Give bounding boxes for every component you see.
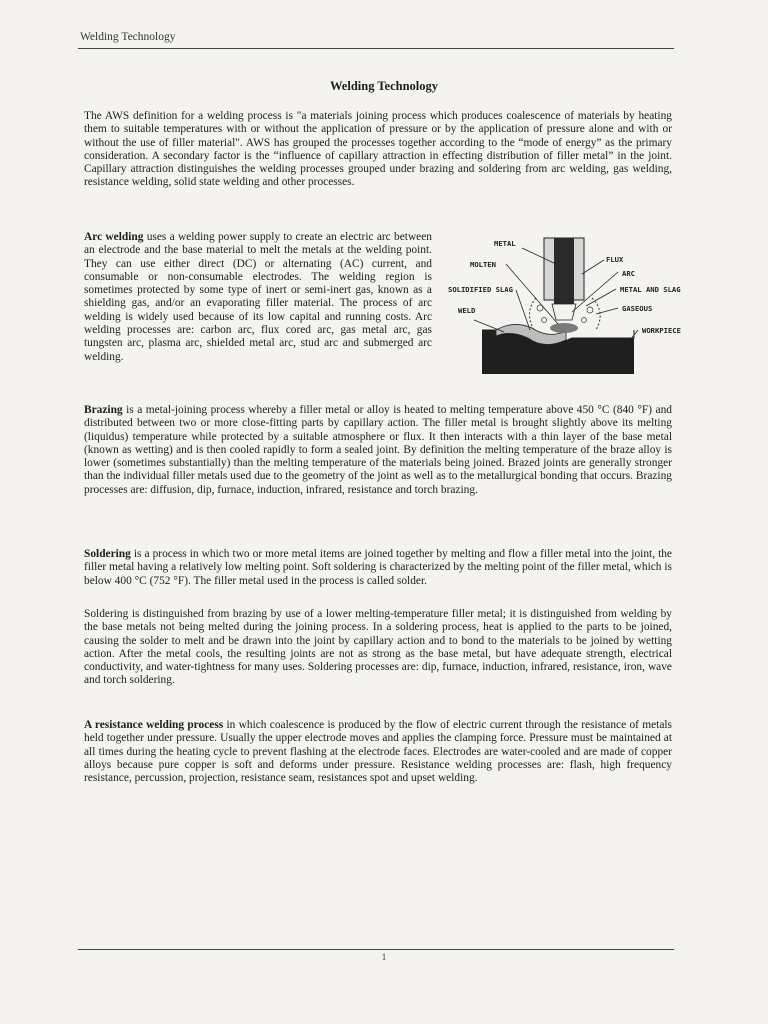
header-rule <box>78 48 674 49</box>
arc-welding-term: Arc welding <box>84 231 144 243</box>
arc-welding-paragraph <box>84 231 432 364</box>
leader-metal-and-slag <box>586 289 616 306</box>
molten-pool <box>550 323 578 333</box>
resistance-welding-text: in which coalescence is produced by the flow of electric current through the resistance of metals held together under pressure. Usually the upper electrode moves and applies the clamping force. Pressure must be maintained at all times during the heating cycle to prevent flashing at the electrode faces. Electrodes are water-cooled and are made of copper alloys because pure copper is soft and deforms under pressure. Resistance welding processes are: flash, high frequency resistance, percussion, projection, resistance seam, resistances spot and upset welding. <box>84 719 672 785</box>
document-title: Welding Technology <box>329 79 439 93</box>
arc-welding-diagram <box>444 234 689 384</box>
label-gaseous: GASEOUS <box>622 304 653 313</box>
label-molten: MOLTEN <box>470 260 496 269</box>
brazing-term: Brazing <box>84 404 123 416</box>
label-metal: METAL <box>494 239 516 248</box>
footer-rule <box>78 949 674 950</box>
leader-solidified-slag <box>516 290 530 330</box>
soldering-term: Soldering <box>84 548 131 560</box>
electrode-metal <box>554 238 574 304</box>
arc-welding-text: uses a welding power supply to create an electric arc between an electrode and the base material to melt the metals at the welding point. They can use either direct (DC) or alternating (AC) current, and consumable or non-consumable electrodes. The welding region is sometimes protected by some type of inert or semi-inert gas, known as a shielding gas, and/or an evaporating filler material. The process of arc welding is widely used because of its low capital and running costs. Arc welding processes are: carbon arc, flux cored arc, gas metal arc, gas tungsten arc, plasma arc, shielded metal arc, stud arc and submerged arc welding. <box>84 231 432 363</box>
page-number: 1 <box>381 952 387 962</box>
running-header: Welding Technology <box>80 31 176 43</box>
brazing-paragraph <box>84 404 672 497</box>
label-workpiece: WORKPIECE <box>642 326 681 335</box>
soldering-distinction-paragraph: Soldering is distinguished from brazing by use of a lower melting-temperature filler metal; it is distinguished from welding by the base metals not being melted during the joining process. In a soldering process, heat is applied to the parts to be joined, causing the solder to melt and be drawn into the joint by capillary action and to bond to the materials to be joined by wetting action. After the metal cools, the resulting joints are not as strong as the base metal, but have adequate strength, electrical conductivity, and water-tightness for many uses. Soldering processes are: dip, furnace, induction, infrared, resistance, iron, wave and torch soldering. <box>84 608 672 687</box>
label-solidified-slag: SOLIDIFIED SLAG <box>448 285 513 294</box>
gas-bubble <box>542 318 547 323</box>
soldering-paragraph <box>84 548 672 588</box>
brazing-text: is a metal-joining process whereby a filler metal or alloy is heated to melting temperature above 450 °C (840 °F) and distributed between two or more close-fitting parts by capillary action. The filler metal is brought slightly above its melting (liquidus) temperature while protected by a suitable atmosphere or flux. It then interacts with a thin layer of the base metal (known as wetting) and is then cooled rapidly to form a sealed joint. By definition the melting temperature of the braze alloy is lower (sometimes substantially) than the melting temperature of the materials being joined. Brazed joints are generally stronger than the individual filler metals used due to the geometry of the joint as well as to the metallurgical bonding that occurs. Brazing processes are: diffusion, dip, furnace, induction, infrared, resistance and torch brazing. <box>84 404 672 496</box>
soldering-text: is a process in which two or more metal items are joined together by melting and flow a filler metal into the joint, the filler metal having a relatively low melting point. Soft soldering is characterized by the melting point of the filler metal, which is below 400 °C (752 °F). The filler metal used in the process is called solder. <box>84 548 672 587</box>
label-metal-and-slag: METAL AND SLAG <box>620 285 681 294</box>
intro-paragraph: The AWS definition for a welding process is "a materials joining process which produces coalescence of materials by heating them to suitable temperatures with or without the application of pressure or by the application of pressure alone and with or without the use of filler material". AWS has grouped the processes together according to the “mode of energy” as the primary consideration. A secondary factor is the “influence of capillary attraction in effecting distribution of filler metal” in the joint. Capillary attraction distinguishes the welding processes grouped under brazing and soldering from arc welding, gas welding, resistance welding, solid state welding and other processes. <box>84 110 672 189</box>
label-flux: FLUX <box>606 255 624 264</box>
resistance-welding-term: A resistance welding process <box>84 719 224 731</box>
gas-bubble <box>582 318 587 323</box>
label-arc: ARC <box>622 269 635 278</box>
resistance-welding-paragraph <box>84 719 672 785</box>
leader-flux <box>582 260 604 274</box>
label-weld: WELD <box>458 306 476 315</box>
gas-bubble <box>587 307 593 313</box>
